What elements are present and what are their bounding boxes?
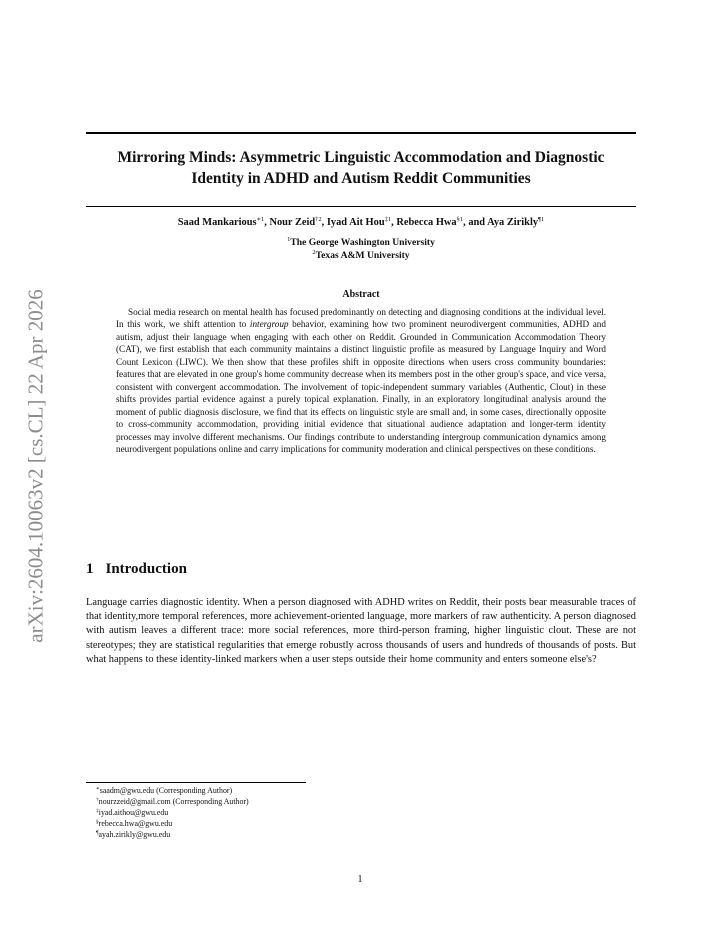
affiliation-mark: 1 (287, 236, 291, 243)
affiliation-mark: 2 (312, 249, 316, 256)
author-name: Aya Zirikly (487, 217, 539, 228)
author-name: Iyad Ait Hou (326, 217, 385, 228)
footnote-email: nourzzeid@gmail.com (Corresponding Author) (98, 796, 249, 806)
paper-title (86, 147, 636, 189)
abstract-heading: Abstract (342, 289, 380, 300)
footnote (96, 819, 249, 830)
footnote-email: saadm@gwu.edu (Corresponding Author) (99, 786, 233, 795)
author-mark: ¶1 (538, 216, 545, 223)
author-mark: ‡1 (384, 216, 392, 223)
footnote (96, 797, 249, 808)
arxiv-stamp: arXiv:2604.10063v2 [cs.CL] 22 Apr 2026 (23, 289, 48, 643)
affiliation-name: The George Washington University (290, 237, 435, 248)
affiliation-2 (86, 249, 636, 262)
abstract-text (116, 306, 606, 455)
footnote-rule (86, 782, 306, 783)
section-title: Introduction (105, 561, 187, 577)
author-list (86, 216, 636, 230)
section-number: 1 (86, 561, 94, 577)
author-separator: , and (463, 217, 488, 228)
footnotes (96, 786, 249, 841)
author-mark: §1 (456, 216, 464, 223)
title-line-1: Mirroring Minds: Asymmetric Linguistic Accommodation and Diagnostic (117, 149, 605, 166)
author-separator: , (321, 217, 327, 228)
author-name: Rebecca Hwa (396, 217, 457, 228)
intro-paragraph: Language carries diagnostic identity. When a person diagnosed with ADHD writes on Reddit, their posts bear measurable traces of that identity,more temporal references, more achievement-oriented language, more markers of raw authenticity. A person diagnosed with autism leaves a different trace: more social references, more third-person framing, higher linguistic clout. These are not stereotypes; they are statistical regularities that emerge robustly across thousands of users and hundreds of thousands of posts. But what happens to these identity-linked markers when a user steps outside their home community and enters someone else's? (86, 597, 636, 665)
author-separator: , (264, 217, 270, 228)
author-mark: ∗1 (256, 216, 265, 223)
abstract-emphasis: intergroup (249, 319, 289, 330)
abstract-text-rest: behavior, examining how two prominent neurodivergent communities, ADHD and autism, adjust their language when engaging with each other on Reddit. Grounded in Communication Accommodation Theory (CAT), we first establish that each community maintains a distinct linguistic profile as measured by Language Inquiry and Word Count Lexicon (LIWC). We then show that these profiles shift in opposite directions when users cross community boundaries: features that are elevated in one group's home community decrease when its members post in the other group's space, and vice versa, consistent with convergent accommodation. The involvement of topic-independent summary variables (Authentic, Clout) in these shifts provides partial evidence against a purely topical explanation. Finally, in an exploratory longitudinal analysis around the moment of public diagnosis disclosure, we find that its effects on linguistic style are small and, in some cases, directionally opposite to cross-community accommodation, providing initial evidence that situational audience adaptation and longer-term identity processes may involve different mechanisms. Our findings contribute to understanding intergroup communication dynamics among neurodivergent populations online and carry implications for community moderation and clinical perspectives on these conditions. (116, 319, 606, 454)
author-name: Saad Mankarious (177, 217, 257, 228)
footnote (96, 830, 249, 841)
footnote (96, 786, 249, 797)
author-separator: , (391, 217, 397, 228)
title-bottom-rule (86, 206, 636, 207)
section-heading (86, 561, 187, 578)
title-top-rule (86, 132, 636, 134)
footnote-email: iyad.aithou@gwu.edu (98, 807, 169, 817)
footnote-mark: ∗ (96, 786, 100, 792)
affiliation-name: Texas A&M University (315, 250, 410, 261)
footnote-mark: ‡ (96, 807, 99, 814)
author-name: Nour Zeid (269, 217, 316, 228)
footnote-mark: † (96, 796, 99, 803)
footnote-email: rebecca.hwa@gwu.edu (98, 818, 173, 828)
affiliation-1 (86, 236, 636, 249)
title-line-2: Identity in ADHD and Autism Reddit Communities (191, 170, 531, 187)
footnote (96, 808, 249, 819)
page-number: 1 (357, 874, 363, 885)
author-mark: †2 (315, 216, 322, 223)
footnote-mark: ¶ (96, 829, 99, 836)
footnote-email: ayah.zirikly@gwu.edu (98, 829, 171, 839)
abstract-text-start: Social media research on mental health has focused predominantly on detecting and diagnosing conditions at the individual level. In this work, we shift attention to (116, 307, 606, 330)
footnote-mark: § (96, 818, 99, 825)
